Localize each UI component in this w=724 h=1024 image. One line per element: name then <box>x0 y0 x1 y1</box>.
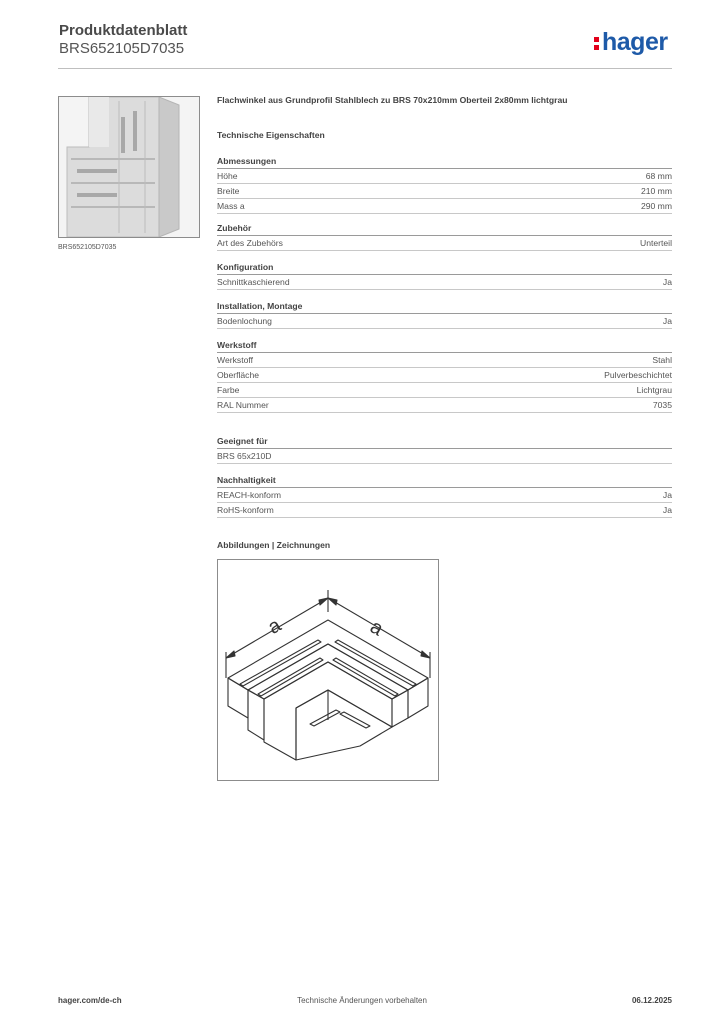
row-label: Schnittkaschierend <box>217 277 290 287</box>
table-row <box>217 275 672 290</box>
table-row <box>217 353 672 368</box>
dimension-label-right: a <box>366 615 387 641</box>
row-label: RoHS-konform <box>217 505 274 515</box>
row-value: 210 mm <box>640 186 672 196</box>
row-label: Werkstoff <box>217 355 253 365</box>
table-row <box>217 488 672 503</box>
row-value: 68 mm <box>645 171 672 181</box>
product-photo-icon <box>59 97 199 237</box>
section-abmessungen <box>217 155 672 214</box>
section-konfiguration <box>217 261 672 290</box>
hager-logo[interactable] <box>594 28 668 56</box>
row-label: Höhe <box>217 171 238 181</box>
row-value: Ja <box>662 505 672 515</box>
footer-website-link[interactable]: hager.com/de-ch <box>58 996 122 1005</box>
row-label: REACH-konform <box>217 490 281 500</box>
row-value: Pulverbeschichtet <box>604 370 672 380</box>
table-row <box>217 199 672 214</box>
table-row <box>217 169 672 184</box>
row-label: RAL Nummer <box>217 400 269 410</box>
angle-drawing-icon <box>218 560 438 780</box>
photo-caption: BRS652105D7035 <box>58 244 117 251</box>
table-row <box>217 184 672 199</box>
row-value: Ja <box>662 277 672 287</box>
section-title: Installation, Montage <box>217 300 672 314</box>
page-title: Produktdatenblatt <box>59 22 188 39</box>
table-row <box>217 368 672 383</box>
row-value: Ja <box>662 490 672 500</box>
row-value: Stahl <box>652 355 672 365</box>
logo-text: hager <box>602 28 668 56</box>
row-label: Oberfläche <box>217 370 260 380</box>
logo-dots-icon <box>594 32 600 52</box>
article-number: BRS652105D7035 <box>59 40 185 57</box>
section-installation <box>217 300 672 329</box>
section-nachhaltigkeit <box>217 474 672 518</box>
row-label: Mass a <box>217 201 245 211</box>
row-label: Art des Zubehörs <box>217 238 283 248</box>
row-value: 7035 <box>652 400 672 410</box>
header-divider <box>58 68 672 69</box>
drawings-title: Abbildungen | Zeichnungen <box>217 540 331 550</box>
table-row <box>217 236 672 251</box>
row-label: BRS 65x210D <box>217 451 272 461</box>
row-value: Unterteil <box>640 238 672 248</box>
section-title: Abmessungen <box>217 155 672 169</box>
section-werkstoff <box>217 339 672 413</box>
product-description: Flachwinkel aus Grundprofil Stahlblech zu BRS 70x210mm Oberteil 2x80mm lichtgrau <box>217 95 568 105</box>
section-zubehoer <box>217 222 672 251</box>
row-value: Lichtgrau <box>636 385 672 395</box>
footer-disclaimer: Technische Änderungen vorbehalten <box>297 996 427 1005</box>
row-label: Bodenlochung <box>217 316 272 326</box>
section-title: Werkstoff <box>217 339 672 353</box>
section-title: Konfiguration <box>217 261 672 275</box>
row-value: Ja <box>662 316 672 326</box>
dimension-label-left: a <box>264 614 285 639</box>
section-title: Nachhaltigkeit <box>217 474 672 488</box>
product-photo <box>58 96 200 238</box>
technical-properties-title: Technische Eigenschaften <box>217 130 325 140</box>
table-row <box>217 314 672 329</box>
section-title: Zubehör <box>217 222 672 236</box>
row-label: Farbe <box>217 385 240 395</box>
technical-drawing <box>217 559 439 781</box>
table-row <box>217 398 672 413</box>
footer-date: 06.12.2025 <box>631 996 672 1005</box>
table-row <box>217 383 672 398</box>
table-row <box>217 503 672 518</box>
section-geeignet <box>217 435 672 464</box>
row-value: 290 mm <box>640 201 672 211</box>
table-row <box>217 449 672 464</box>
section-title: Geeignet für <box>217 435 672 449</box>
row-label: Breite <box>217 186 240 196</box>
